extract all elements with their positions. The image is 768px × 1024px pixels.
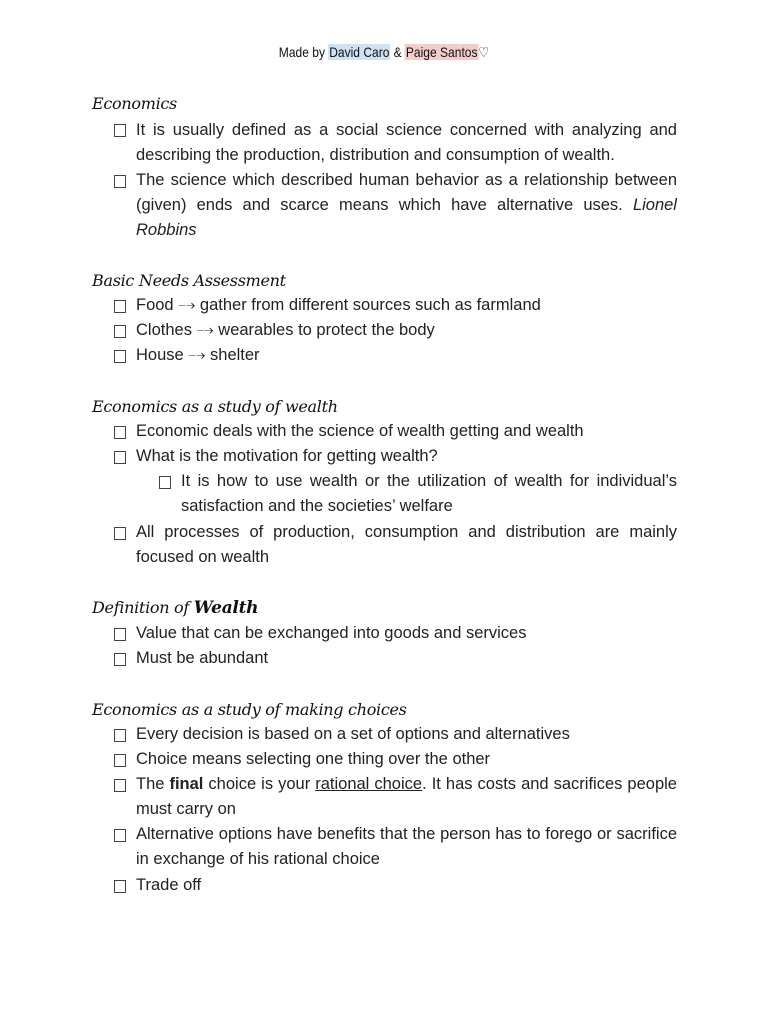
heading-study-of-wealth: Economics as a study of wealth [92,397,338,416]
list-item: Every decision is based on a set of options and alternatives [136,725,570,743]
bullet-icon [114,426,126,439]
bullet-icon [114,628,126,641]
list-item-final-choice [136,772,677,822]
sub-list-item: It is how to use wealth or the utilization of wealth for individual’s satisfaction and the societies’ welfare [181,472,677,515]
text-part: . It has costs and sacrifices people must carry on [136,775,677,818]
credit-prefix: Made by [278,44,325,60]
list-item: Trade off [136,876,202,894]
list-item [136,168,677,243]
list-item: Clothes ⤍ wearables to protect the body [136,321,435,339]
bullet-icon [114,300,126,313]
heading-economics: Economics [92,94,177,113]
bullet-icon [159,476,171,489]
list-item: It is usually defined as a social science concerned with analyzing and describing the production, distribution and consumption of wealth. [136,121,677,164]
list-item: What is the motivation for getting wealth? [136,447,438,465]
list-item: Food ⤍ gather from different sources such as farmland [136,296,541,314]
bold-word: final [169,775,204,793]
text-part: The [136,775,165,793]
text-part: choice is your [208,775,311,793]
list-item-text: The science which described human behavior as a relationship between (given) ends and scarce means which have alternative uses. [136,171,677,214]
bullet-icon [114,451,126,464]
author-credit [54,44,714,61]
attribution: Lionel Robbins [136,196,677,239]
list-item: Must be abundant [136,649,269,667]
heading-bold-word: Wealth [193,598,259,618]
bullet-icon [114,829,126,842]
bullet-icon [114,779,126,792]
bullet-icon [114,653,126,666]
bullet-icon [114,124,126,137]
list-item: House ⤍ shelter [136,346,260,364]
bullet-icon [114,175,126,188]
heading-definition-of-wealth [92,598,258,618]
bullet-icon [114,527,126,540]
bullet-icon [114,729,126,742]
bullet-icon [114,880,126,893]
heading-making-choices: Economics as a study of making choices [92,700,407,719]
list-item: Value that can be exchanged into goods and services [136,624,527,642]
heading-prefix: Definition of [92,598,189,617]
credit-ampersand: & [393,44,402,60]
author-1: David Caro [329,44,390,60]
list-item: Economic deals with the science of wealth getting and wealth [136,422,584,440]
underlined-phrase: rational choice [315,775,423,793]
list-item: Choice means selecting one thing over the other [136,750,491,768]
heart-icon: ♡ [478,44,490,60]
author-2: Paige Santos [405,44,478,60]
bullet-icon [114,350,126,363]
heading-basic-needs: Basic Needs Assessment [92,271,286,290]
bullet-icon [114,754,126,767]
list-item: Alternative options have benefits that the person has to forego or sacrifice in exchange of his rational choice [136,825,677,868]
bullet-icon [114,325,126,338]
list-item: All processes of production, consumption and distribution are mainly focused on wealth [136,523,677,566]
